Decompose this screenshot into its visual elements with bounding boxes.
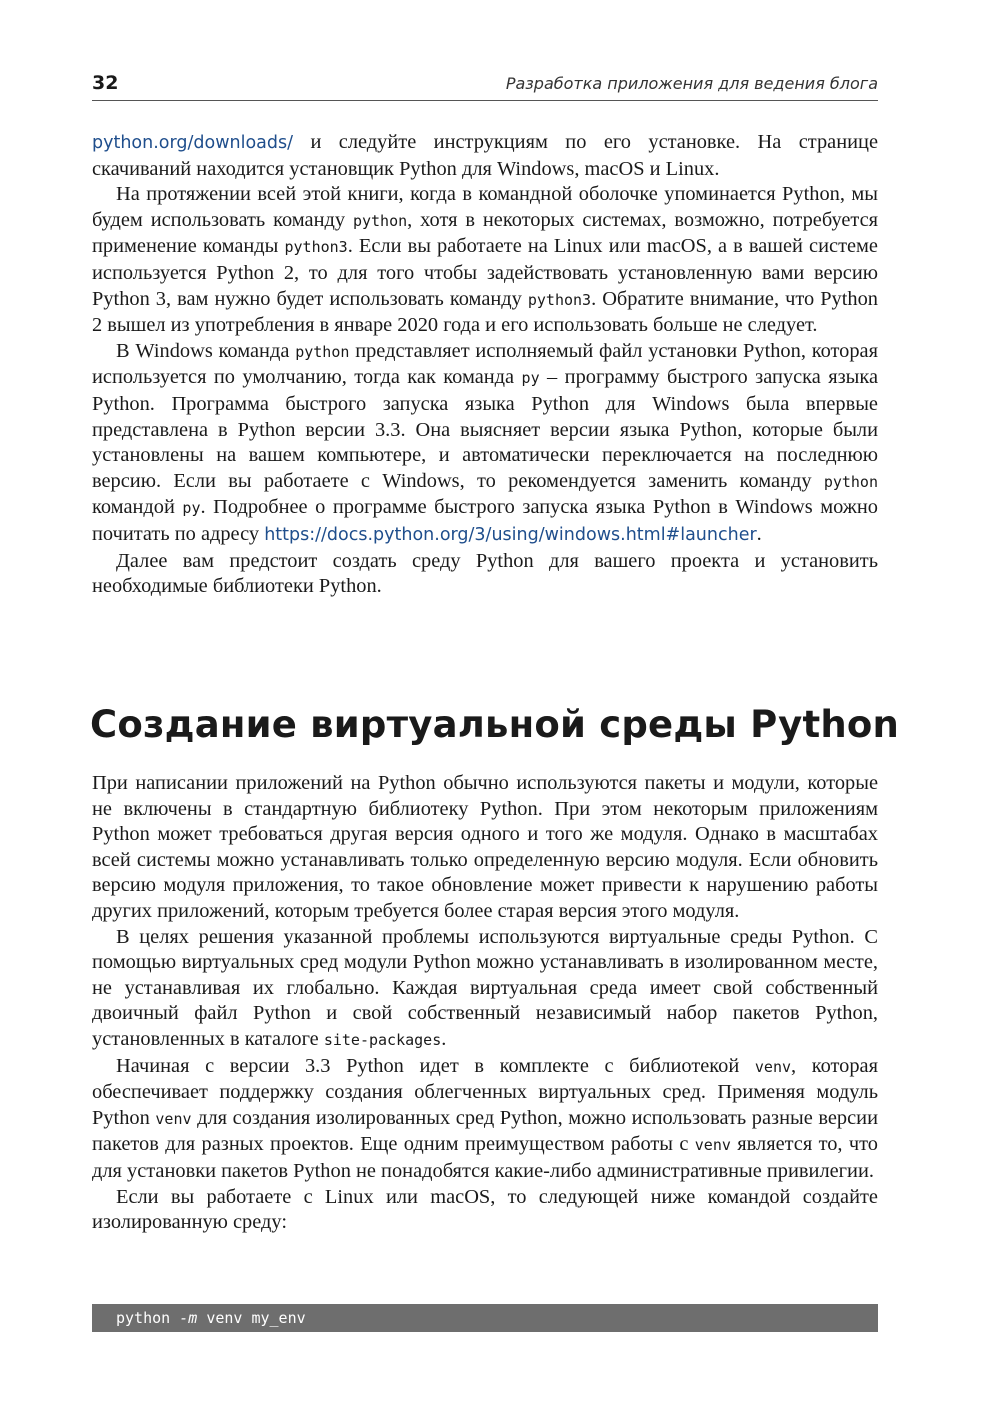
paragraph-8: Если вы работаете с Linux или macOS, то следующей ниже командой создайте изолированную среду: [92, 1185, 878, 1234]
section-text-block [92, 771, 878, 1236]
running-title: Разработка приложения для ведения блога [505, 74, 878, 93]
paragraph-2 [92, 182, 878, 339]
python-downloads-link[interactable]: python.org/downloads/ [92, 133, 294, 153]
inline-code-python3-second: python3 [527, 290, 592, 309]
paragraph-5: При написании приложений на Python обычно используются пакеты и модули, которые не включены в стандартную библиотеку Python. При этом некоторым приложениям Python может требоваться другая версия одного и того же модуля. Однако в масштабах всей системы можно устанавливать только определенную версию модуля. Если обновить версию модуля приложения, то такое обновление может привести к нарушению работы других приложений, которым требуется более старая версия этого модуля. [92, 772, 878, 922]
paragraph-7-text-3: для создания изолированных сред Python, можно использовать разные версии пакетов для разных проектов. Еще одним преимуществом работы с [92, 1106, 878, 1156]
paragraph-1-text: и следуйте инструкциям по его установке. На странице скачиваний находится установщик Python для Windows, macOS и Linux. [92, 131, 878, 180]
paragraph-7-text-1: Начиная с версии 3.3 Python идет в комплекте с библиотекой [116, 1054, 755, 1077]
paragraph-3-text-2: представляет исполняемый файл установки Python, которая используется по умолчанию, тогда как команда [92, 339, 878, 389]
paragraph-2-text-1: На протяжении всей этой книги, когда в командной оболочке упоминается Python, мы будем использовать команду [92, 183, 878, 231]
intro-text-block [92, 130, 878, 600]
code-args: venv my_env [206, 1309, 306, 1327]
inline-code-venv-second: venv [155, 1109, 192, 1128]
paragraph-7 [92, 1054, 878, 1185]
paragraph-7-text-2: , которая обеспечивает поддержку создания облегченных виртуальных сред. Применяя модуль Python [92, 1054, 878, 1129]
paragraph-1 [92, 130, 878, 182]
inline-code-python-windows: python [295, 342, 350, 361]
paragraph-6 [92, 925, 878, 1054]
inline-code-venv-third: venv [694, 1136, 731, 1155]
paragraph-2-text-4: . Обратите внимание, что Python 2 вышел из употребления в январе 2020 года и его использовать больше не следует. [92, 287, 878, 337]
inline-code-py: py [521, 369, 540, 388]
code-block [92, 1304, 878, 1332]
paragraph-6-text-2: . [441, 1027, 447, 1050]
inline-code-python-replace: python [823, 472, 878, 491]
paragraph-6-text-1: В целях решения указанной проблемы используются виртуальные среды Python. С помощью виртуальных сред модули Python можно устанавливать в изолированном месте, не устанавливая их глобально. Каждая виртуальная среда имеет свой собственный двоичный файл Python и свой собственный независимый набор пакетов Python, установленных в каталоге [92, 925, 878, 1050]
paragraph-2-text-2: , хотя в некоторых системах, возможно, потребуется применение команды [92, 208, 879, 258]
code-cmd: python [116, 1309, 171, 1327]
inline-code-python3: python3 [284, 238, 348, 257]
paragraph-3-text-5: . Подробнее о программе быстрого запуска языка Python в Windows можно почитать по адресу [92, 496, 879, 545]
inline-code-python: python [352, 211, 408, 230]
paragraph-2-text-3: . Если вы работаете на Linux или macOS, а в вашей системе используется Python 2, то для того чтобы задействовать установленную вами версию Python 3, вам нужно будет использовать команду [92, 235, 878, 310]
inline-code-site-packages: site-packages [323, 1030, 442, 1049]
section-heading: Создание виртуальной среды Python [90, 703, 900, 746]
paragraph-4: Далее вам предстоит создать среду Python для вашего проекта и установить необходимые библиотеки Python. [92, 549, 878, 598]
paragraph-3-text-3: – программу быстрого запуска языка Python. Программа быстрого запуска языка Python для Windows была впервые представлена в Python версии 3.3. Она выясняет версии языка Python, которые были установлены на вашем компьютере, и автоматически переключается на последнюю версию. Если вы работаете с Windows, то рекомендуется заменить команду [92, 366, 879, 492]
code-flag: -m [179, 1309, 198, 1327]
paragraph-7-text-4: является то, что для установки пакетов Python не понадобятся какие-либо административные привилегии. [92, 1133, 878, 1182]
paragraph-3-text-6: . [756, 522, 762, 545]
windows-launcher-docs-link[interactable]: https://docs.python.org/3/using/windows.html#launcher [264, 524, 757, 545]
inline-code-venv: venv [754, 1057, 792, 1076]
paragraph-3 [92, 339, 878, 549]
code-line [116, 1309, 306, 1327]
inline-code-py-replace: py [182, 499, 201, 518]
page-number: 32 [92, 72, 119, 94]
paragraph-3-text-4: командой [92, 496, 183, 519]
paragraph-3-text-1: В Windows команда [116, 339, 296, 362]
page-header [92, 70, 878, 101]
